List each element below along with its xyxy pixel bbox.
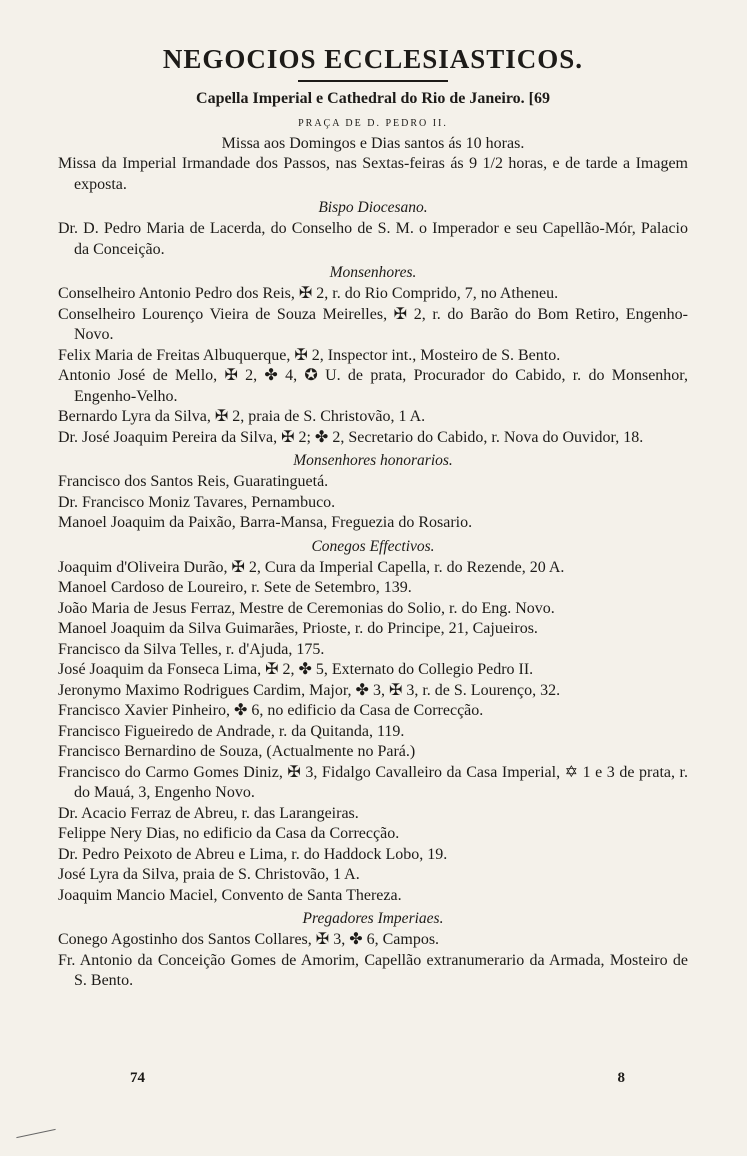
list-item: Conselheiro Antonio Pedro dos Reis, ✠ 2, r. do Rio Comprido, 7, no Atheneu. (58, 285, 559, 302)
list-item: Francisco do Carmo Gomes Diniz, ✠ 3, Fidalgo Cavalleiro da Casa Imperial, ✡ 1 e 3 de prata, r. do Mauá, 3, Engenho Novo. (58, 763, 688, 801)
list-item: Conego Agostinho dos Santos Collares, ✠ 3, ✤ 6, Campos. (58, 931, 440, 948)
section-heading-monsenhores: Monsenhores. (329, 264, 417, 281)
section-heading-monsenhores-honorarios: Monsenhores honorarios. (293, 452, 453, 469)
list-item: Francisco Figueiredo de Andrade, r. da Quitanda, 119. (58, 722, 405, 740)
list-item: Joaquim Mancio Maciel, Convento de Santa Thereza. (58, 886, 402, 904)
list-item: Francisco Xavier Pinheiro, ✤ 6, no edificio da Casa de Correcção. (58, 702, 484, 719)
page-number: 8 (617, 1070, 625, 1086)
list-item: Joaquim d'Oliveira Durão, ✠ 2, Cura da Imperial Capella, r. do Rezende, 20 A. (58, 558, 565, 576)
section-monsenhores (58, 284, 688, 448)
list-item: João Maria de Jesus Ferraz, Mestre de Ceremonias do Solio, r. do Eng. Novo. (58, 599, 555, 617)
section-monsenhores-honorarios (58, 472, 688, 534)
list-item: Felippe Nery Dias, no edificio da Casa da Correcção. (58, 825, 400, 842)
section-bispo (58, 219, 688, 260)
section-heading-bispo: Bispo Diocesano. (318, 199, 428, 216)
list-item: Dr. Acacio Ferraz de Abreu, r. das Larangeiras. (58, 804, 359, 822)
list-item: Francisco dos Santos Reis, Guaratinguetá. (58, 473, 329, 490)
list-item: Francisco Bernardino de Souza, (Actualmente no Pará.) (58, 743, 416, 760)
list-item: José Lyra da Silva, praia de S. Christovão, 1 A. (58, 866, 360, 883)
signature-mark: 74 (130, 1070, 145, 1086)
subtitle: Capella Imperial e Cathedral do Rio de Janeiro. [69 (196, 90, 550, 107)
intro-line-1: Missa aos Domingos e Dias santos ás 10 horas. (221, 135, 525, 152)
list-item: Jeronymo Maximo Rodrigues Cardim, Major, ✤ 3, ✠ 3, r. de S. Lourenço, 32. (58, 681, 561, 699)
location: PRAÇA DE D. PEDRO II. (298, 118, 448, 129)
list-item: Fr. Antonio da Conceição Gomes de Amorim, Capellão extranumerario da Armada, Mosteiro de S. Bento. (58, 951, 688, 989)
list-item: Felix Maria de Freitas Albuquerque, ✠ 2, Inspector int., Mosteiro de S. Bento. (58, 346, 561, 364)
section-heading-conegos: Conegos Effectivos. (311, 537, 435, 555)
section-heading-pregadores: Pregadores Imperiaes. (302, 910, 444, 927)
list-item: José Joaquim da Fonseca Lima, ✠ 2, ✤ 5, Externato do Collegio Pedro II. (58, 661, 534, 678)
page-title: NEGOCIOS ECCLESIASTICOS. (162, 44, 584, 74)
list-item: Francisco da Silva Telles, r. d'Ajuda, 175. (58, 640, 325, 658)
list-item: Manoel Joaquim da Paixão, Barra-Mansa, Freguezia do Rosario. (58, 514, 473, 531)
margin-mark (16, 1129, 55, 1138)
section-pregadores (58, 930, 688, 992)
intro-line-2: Missa da Imperial Irmandade dos Passos, nas Sextas-feiras ás 9 1/2 horas, e de tarde a Imagem exposta. (58, 155, 688, 193)
section-conegos (58, 558, 688, 907)
list-item: Antonio José de Mello, ✠ 2, ✤ 4, ✪ U. de prata, Procurador do Cabido, r. do Monsenhor, Engenho-Velho. (58, 367, 688, 405)
list-item: Dr. Francisco Moniz Tavares, Pernambuco. (58, 493, 336, 511)
list-item: Manoel Joaquim da Silva Guimarães, Prioste, r. do Principe, 21, Cajueiros. (58, 620, 538, 637)
list-item: Dr. D. Pedro Maria de Lacerda, do Conselho de S. M. o Imperador e seu Capellão-Mór, Palacio da Conceição. (58, 220, 688, 258)
page-footer (130, 1070, 625, 1087)
list-item: Dr. Pedro Peixoto de Abreu e Lima, r. do Haddock Lobo, 19. (58, 845, 448, 863)
title-rule (298, 80, 448, 82)
list-item: Conselheiro Lourenço Vieira de Souza Meirelles, ✠ 2, r. do Barão do Bom Retiro, Engenho-Novo. (58, 305, 688, 343)
list-item: Manoel Cardoso de Loureiro, r. Sete de Setembro, 139. (58, 579, 412, 596)
list-item: Bernardo Lyra da Silva, ✠ 2, praia de S. Christovão, 1 A. (58, 408, 426, 425)
document-page (58, 42, 688, 992)
list-item: Dr. José Joaquim Pereira da Silva, ✠ 2; ✤ 2, Secretario do Cabido, r. Nova do Ouvidor, 18. (58, 428, 644, 446)
